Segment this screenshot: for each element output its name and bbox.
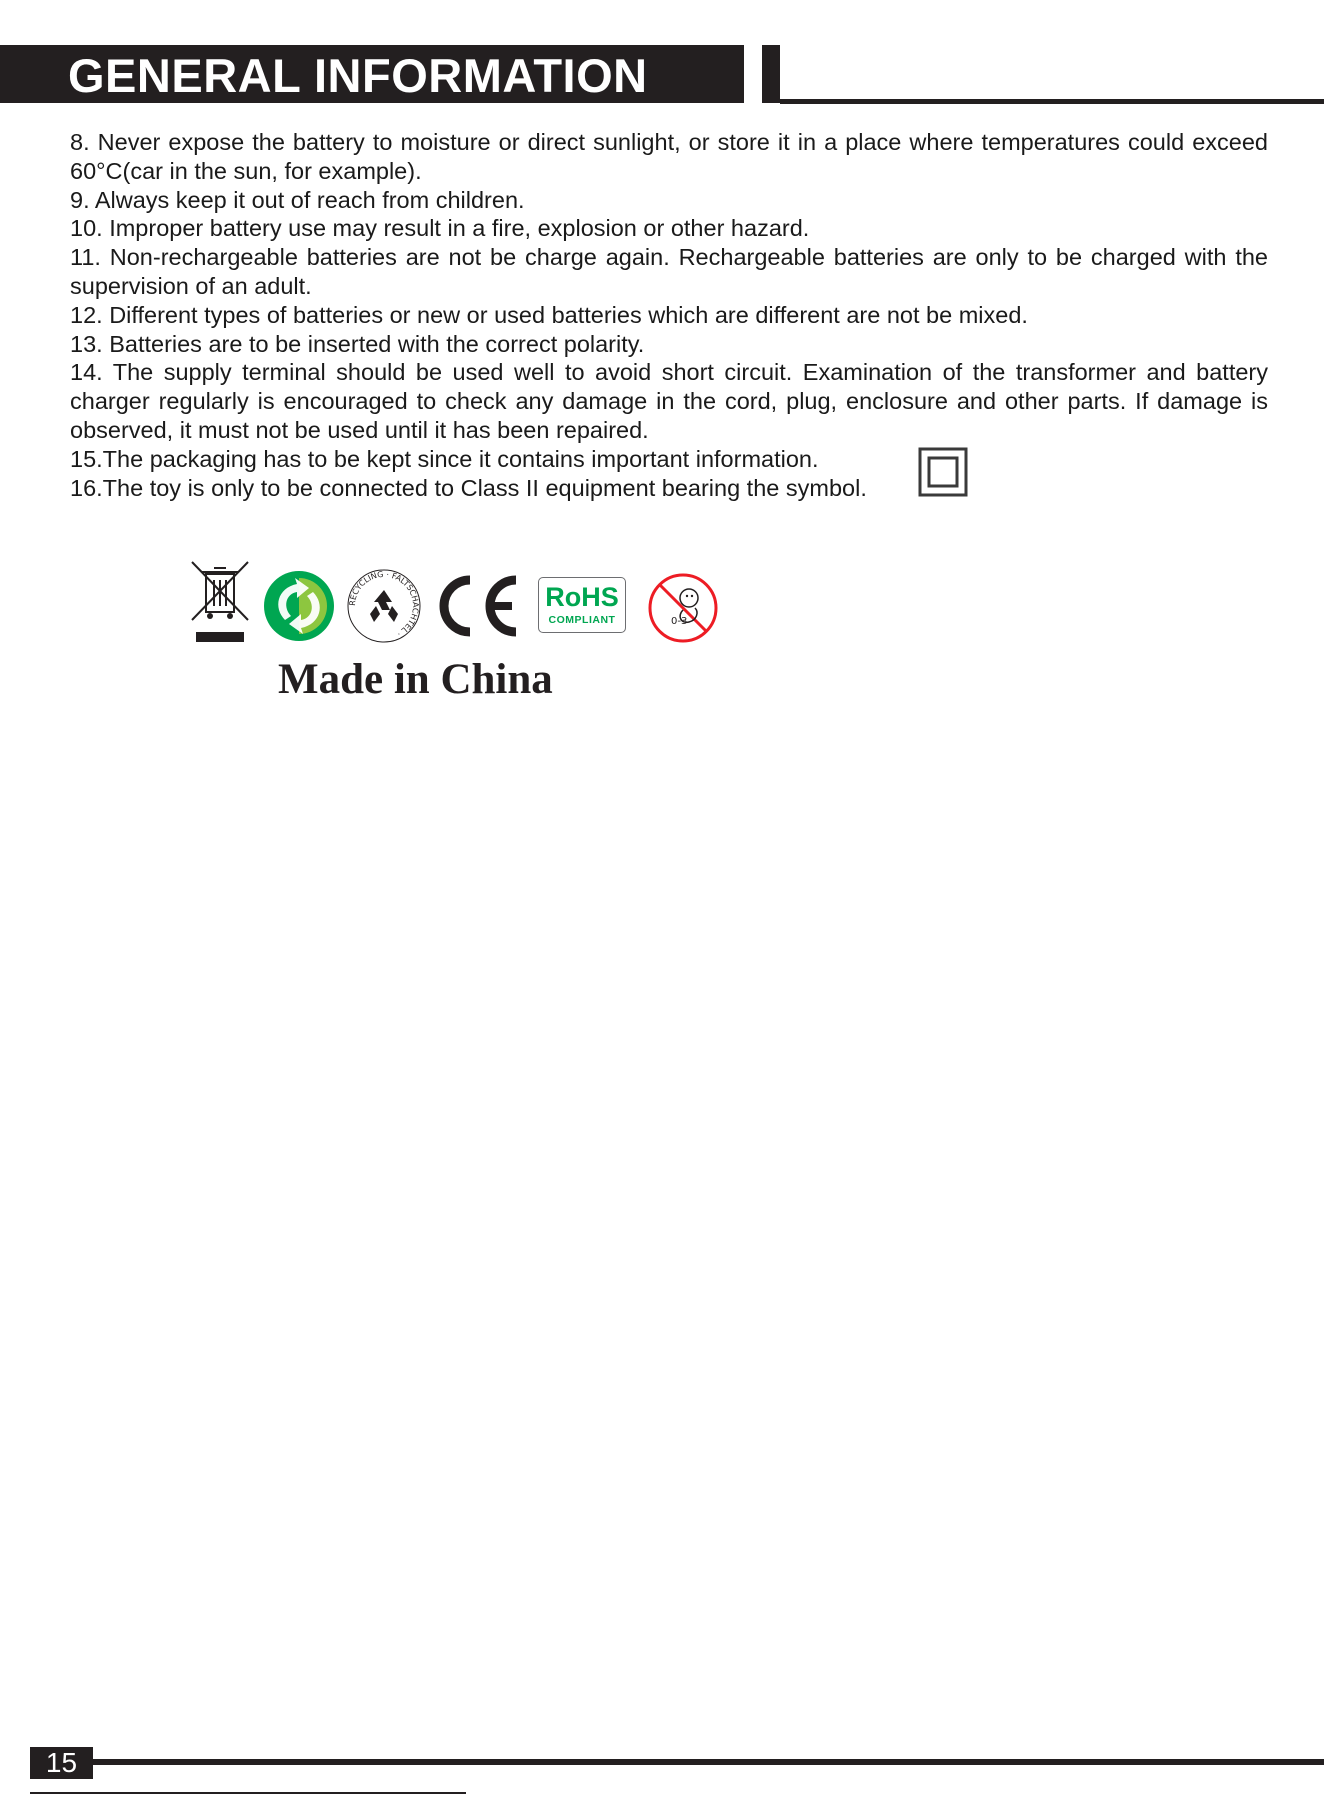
recycling-seal-icon: [346, 568, 422, 644]
list-item: 10. Improper battery use may result in a fire, explosion or other hazard.: [70, 215, 810, 242]
header-block: [762, 45, 780, 103]
header-rule: [780, 99, 1324, 104]
age-warning-icon: [647, 572, 719, 644]
list-item: 15.The packaging has to be kept since it contains important information.: [70, 445, 819, 472]
rohs-label: RoHS: [545, 582, 619, 612]
list-item: 8. Never expose the battery to moisture or direct sunlight, or store it in a place where temperatures could exceed 60°C(car in the sun, for example).: [70, 129, 1268, 184]
footer-rule: [93, 1759, 1324, 1765]
list-item: 16.The toy is only to be connected to Class II equipment bearing the symbol.: [70, 474, 867, 501]
green-dot-icon: [263, 570, 335, 642]
list-item: 13. Batteries are to be inserted with the correct polarity.: [70, 330, 645, 357]
rohs-compliant-icon: [538, 577, 626, 633]
age-label: 0-3: [671, 616, 688, 627]
made-in-label: Made in China: [278, 656, 553, 703]
safety-list: [70, 128, 1268, 502]
rohs-sublabel: COMPLIANT: [548, 614, 616, 626]
class-ii-symbol-icon: [918, 447, 968, 497]
page-title: GENERAL INFORMATION: [68, 49, 648, 102]
list-item: 9. Always keep it out of reach from children.: [70, 186, 525, 213]
weee-crossed-bin-icon: [190, 560, 252, 646]
page-number: 15: [30, 1747, 93, 1779]
svg-text:RECYCLING · FALTSCHACHTEL ·: RECYCLING · FALTSCHACHTEL ·: [347, 569, 421, 639]
list-item: 14. The supply terminal should be used well to avoid short circuit. Examination of the transformer and battery charger regularly is encouraged to check any damage in the cord, plug, enclosure and other parts. If damage is observed, it must not be used until it has been repaired.: [70, 359, 1268, 443]
list-item: 12. Different types of batteries or new or used batteries which are different are not be mixed.: [70, 301, 1028, 328]
ce-mark-icon: [432, 574, 522, 638]
list-item: 11. Non-rechargeable batteries are not be charge again. Rechargeable batteries are only to be charged with the supervision of an adult.: [70, 244, 1268, 299]
bottom-edge-line: [30, 1792, 466, 1794]
